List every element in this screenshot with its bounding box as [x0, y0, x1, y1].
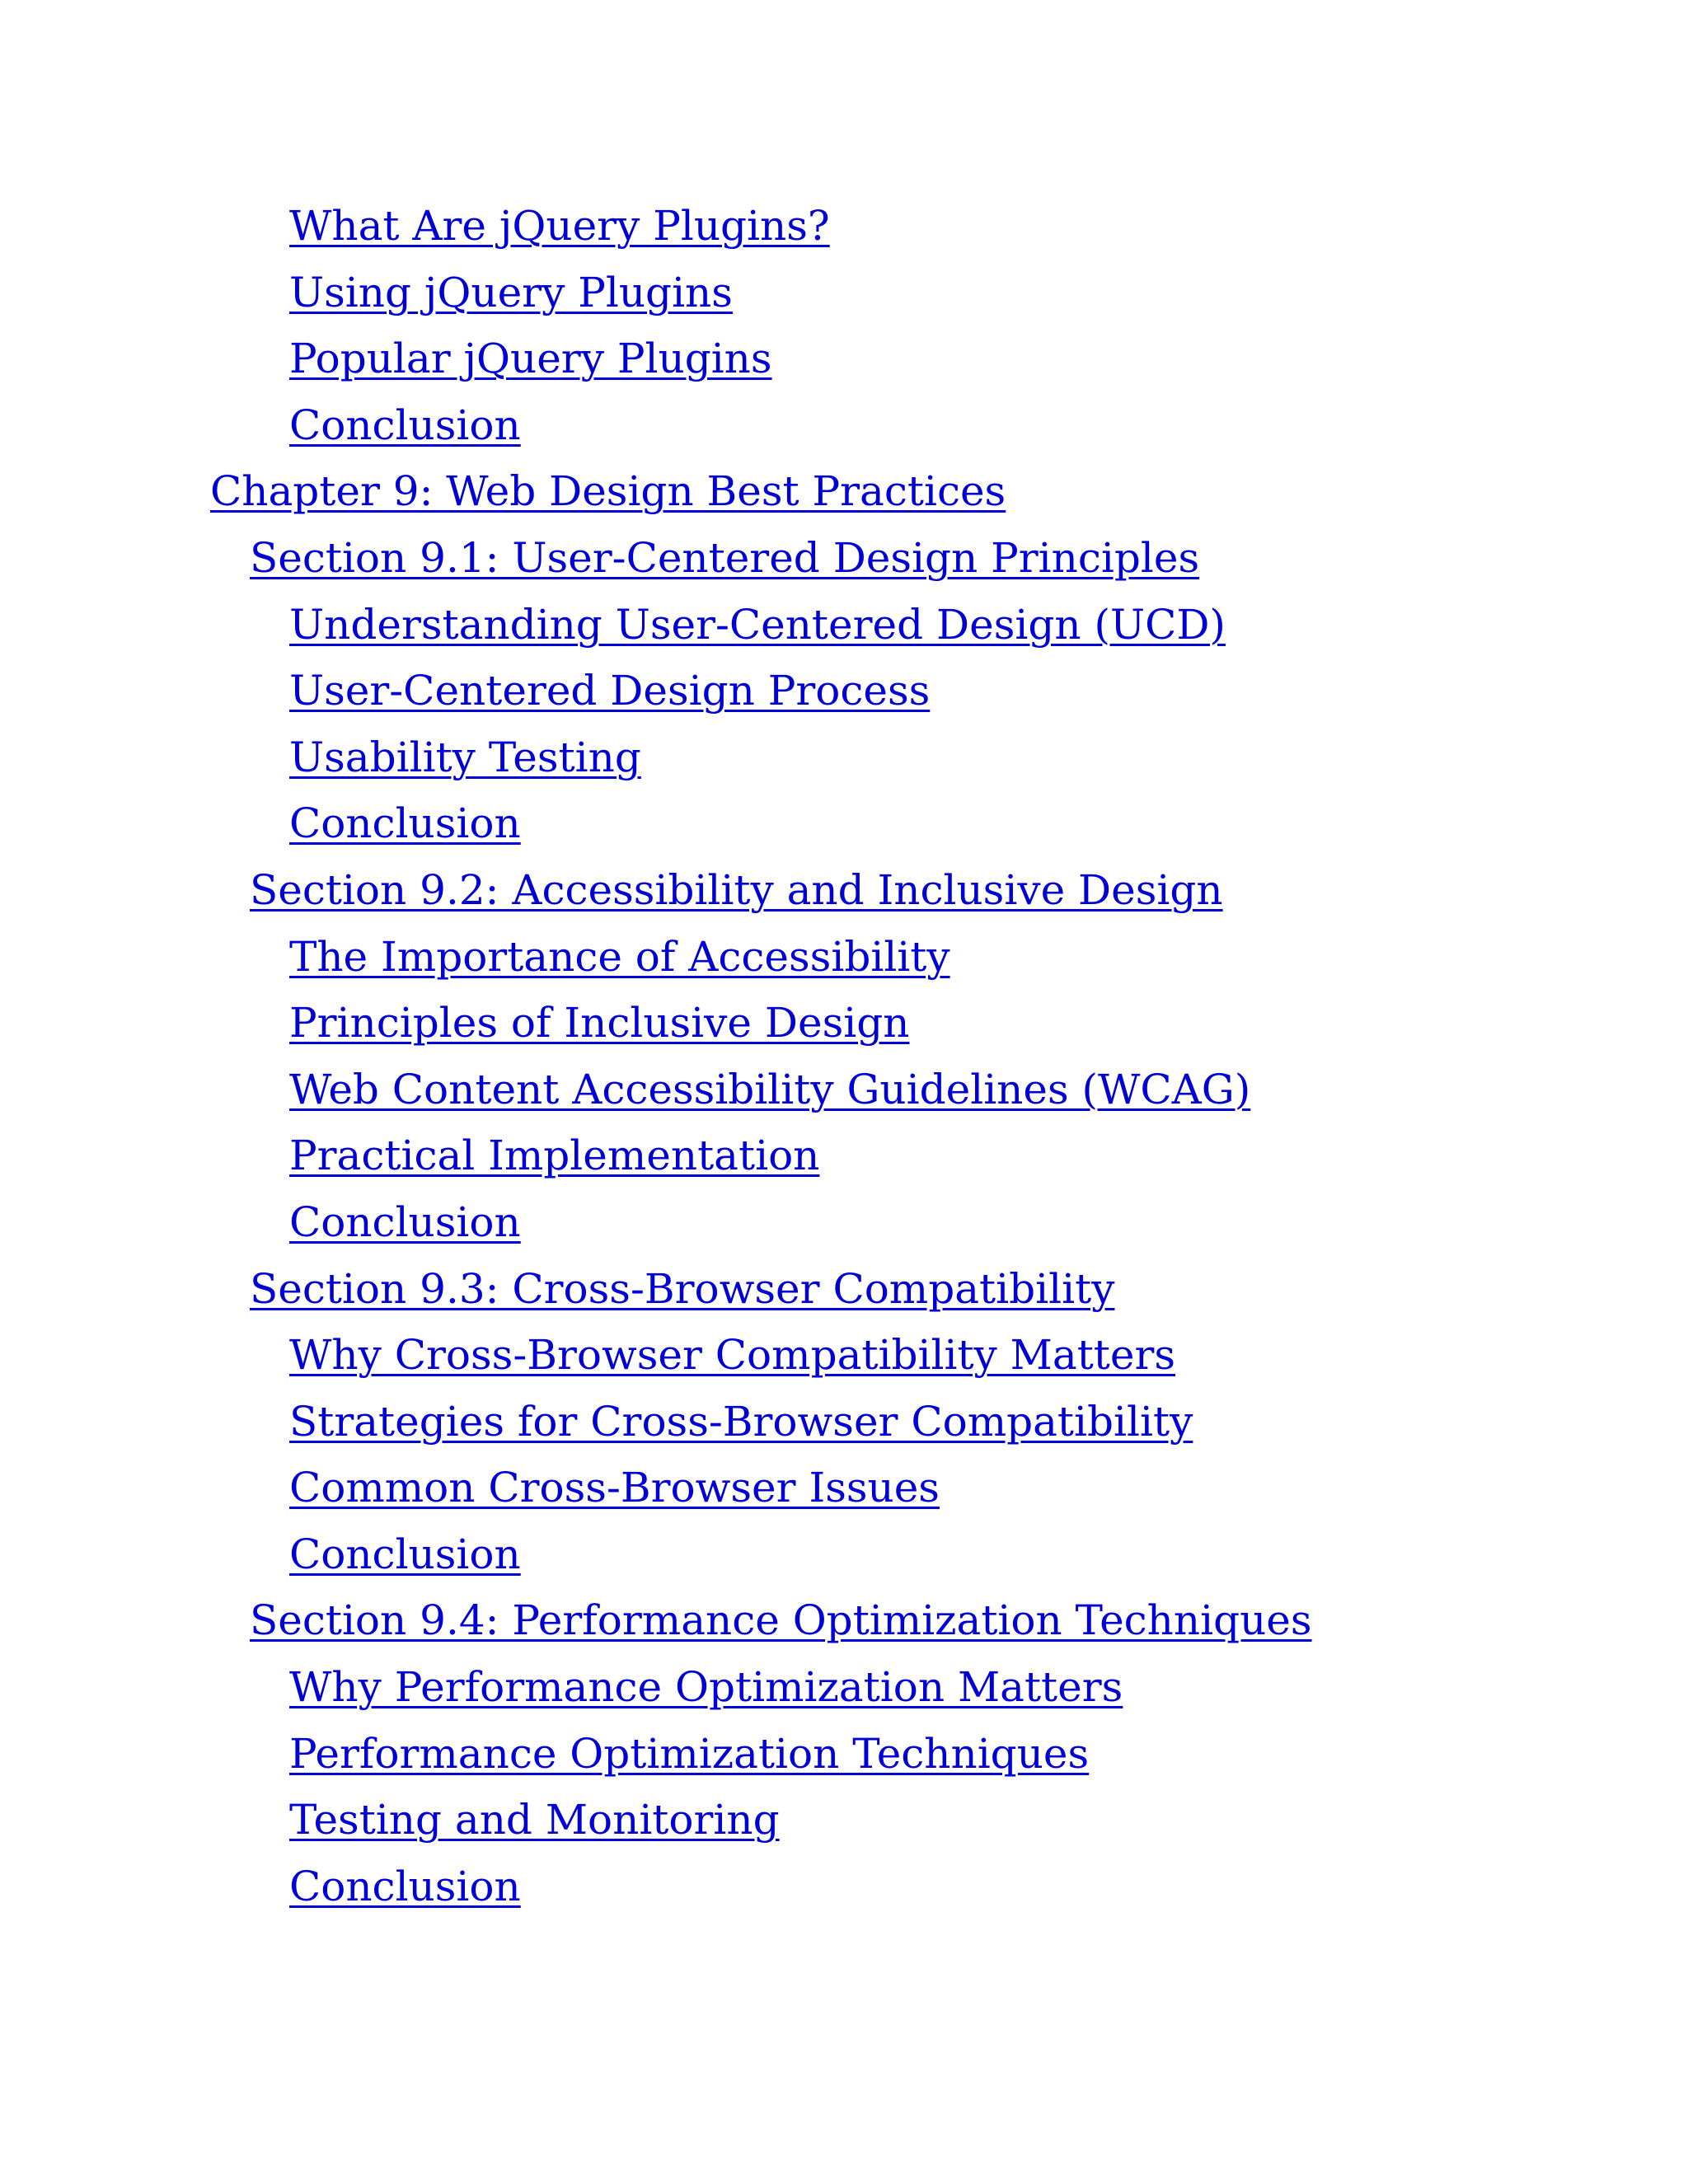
toc-entry: [0, 1057, 1688, 1123]
toc-subsection-link[interactable]: Popular jQuery Plugins: [289, 335, 772, 383]
toc-subsection-link[interactable]: Using jQuery Plugins: [289, 268, 733, 316]
toc-subsection-link[interactable]: Conclusion: [289, 799, 521, 848]
toc-subsection-link[interactable]: Testing and Monitoring: [289, 1796, 780, 1844]
toc-entry: [0, 1721, 1688, 1788]
toc-entry: [0, 1122, 1688, 1189]
toc-entry: [0, 1389, 1688, 1455]
toc-entry: [0, 857, 1688, 924]
toc-section-link[interactable]: Section 9.3: Cross-Browser Compatibility: [250, 1264, 1115, 1313]
toc-entry: [0, 1654, 1688, 1721]
toc-entry: [0, 193, 1688, 260]
toc-entry: [0, 1455, 1688, 1521]
toc-entry: [0, 1256, 1688, 1323]
toc-section-link[interactable]: Section 9.2: Accessibility and Inclusive Design: [250, 865, 1223, 914]
toc-subsection-link[interactable]: Conclusion: [289, 1197, 521, 1246]
toc-subsection-link[interactable]: Understanding User-Centered Design (UCD): [289, 600, 1226, 649]
toc-subsection-link[interactable]: Why Cross-Browser Compatibility Matters: [289, 1331, 1176, 1380]
toc-entry: [0, 1322, 1688, 1389]
toc-entry: [0, 924, 1688, 991]
toc-entry: [0, 260, 1688, 326]
toc-entry: [0, 1854, 1688, 1920]
toc-chapter-link[interactable]: Chapter 9: Web Design Best Practices: [210, 467, 1006, 516]
toc-subsection-link[interactable]: Conclusion: [289, 1862, 521, 1910]
toc-subsection-link[interactable]: Strategies for Cross-Browser Compatibility: [289, 1397, 1193, 1446]
toc-entry: [0, 1521, 1688, 1588]
toc-subsection-link[interactable]: Web Content Accessibility Guidelines (WCAG): [289, 1065, 1251, 1113]
toc-entry: [0, 658, 1688, 724]
toc-subsection-link[interactable]: Practical Implementation: [289, 1132, 820, 1180]
toc-subsection-link[interactable]: Conclusion: [289, 401, 521, 449]
toc-subsection-link[interactable]: Common Cross-Browser Issues: [289, 1464, 940, 1512]
toc-subsection-link[interactable]: Performance Optimization Techniques: [289, 1729, 1090, 1778]
toc-subsection-link[interactable]: Why Performance Optimization Matters: [289, 1663, 1123, 1712]
toc-subsection-link[interactable]: The Importance of Accessibility: [289, 932, 950, 981]
toc-section-link[interactable]: Section 9.1: User-Centered Design Principles: [250, 533, 1200, 582]
toc-section-link[interactable]: Section 9.4: Performance Optimization Techniques: [250, 1596, 1312, 1645]
toc-entry: [0, 525, 1688, 592]
toc-entry: [0, 458, 1688, 525]
toc-entry: [0, 790, 1688, 857]
toc-entry: [0, 1587, 1688, 1654]
toc-entry: [0, 1787, 1688, 1854]
toc-subsection-link[interactable]: What Are jQuery Plugins?: [289, 202, 830, 250]
toc-entry: [0, 990, 1688, 1057]
toc-subsection-link[interactable]: Principles of Inclusive Design: [289, 999, 910, 1047]
toc-subsection-link[interactable]: User-Centered Design Process: [289, 667, 931, 715]
toc-entry: [0, 592, 1688, 658]
toc-entry: [0, 724, 1688, 791]
table-of-contents: [0, 193, 1688, 1919]
toc-subsection-link[interactable]: Conclusion: [289, 1530, 521, 1578]
toc-entry: [0, 1189, 1688, 1256]
toc-entry: [0, 326, 1688, 392]
toc-subsection-link[interactable]: Usability Testing: [289, 733, 641, 781]
toc-entry: [0, 392, 1688, 459]
